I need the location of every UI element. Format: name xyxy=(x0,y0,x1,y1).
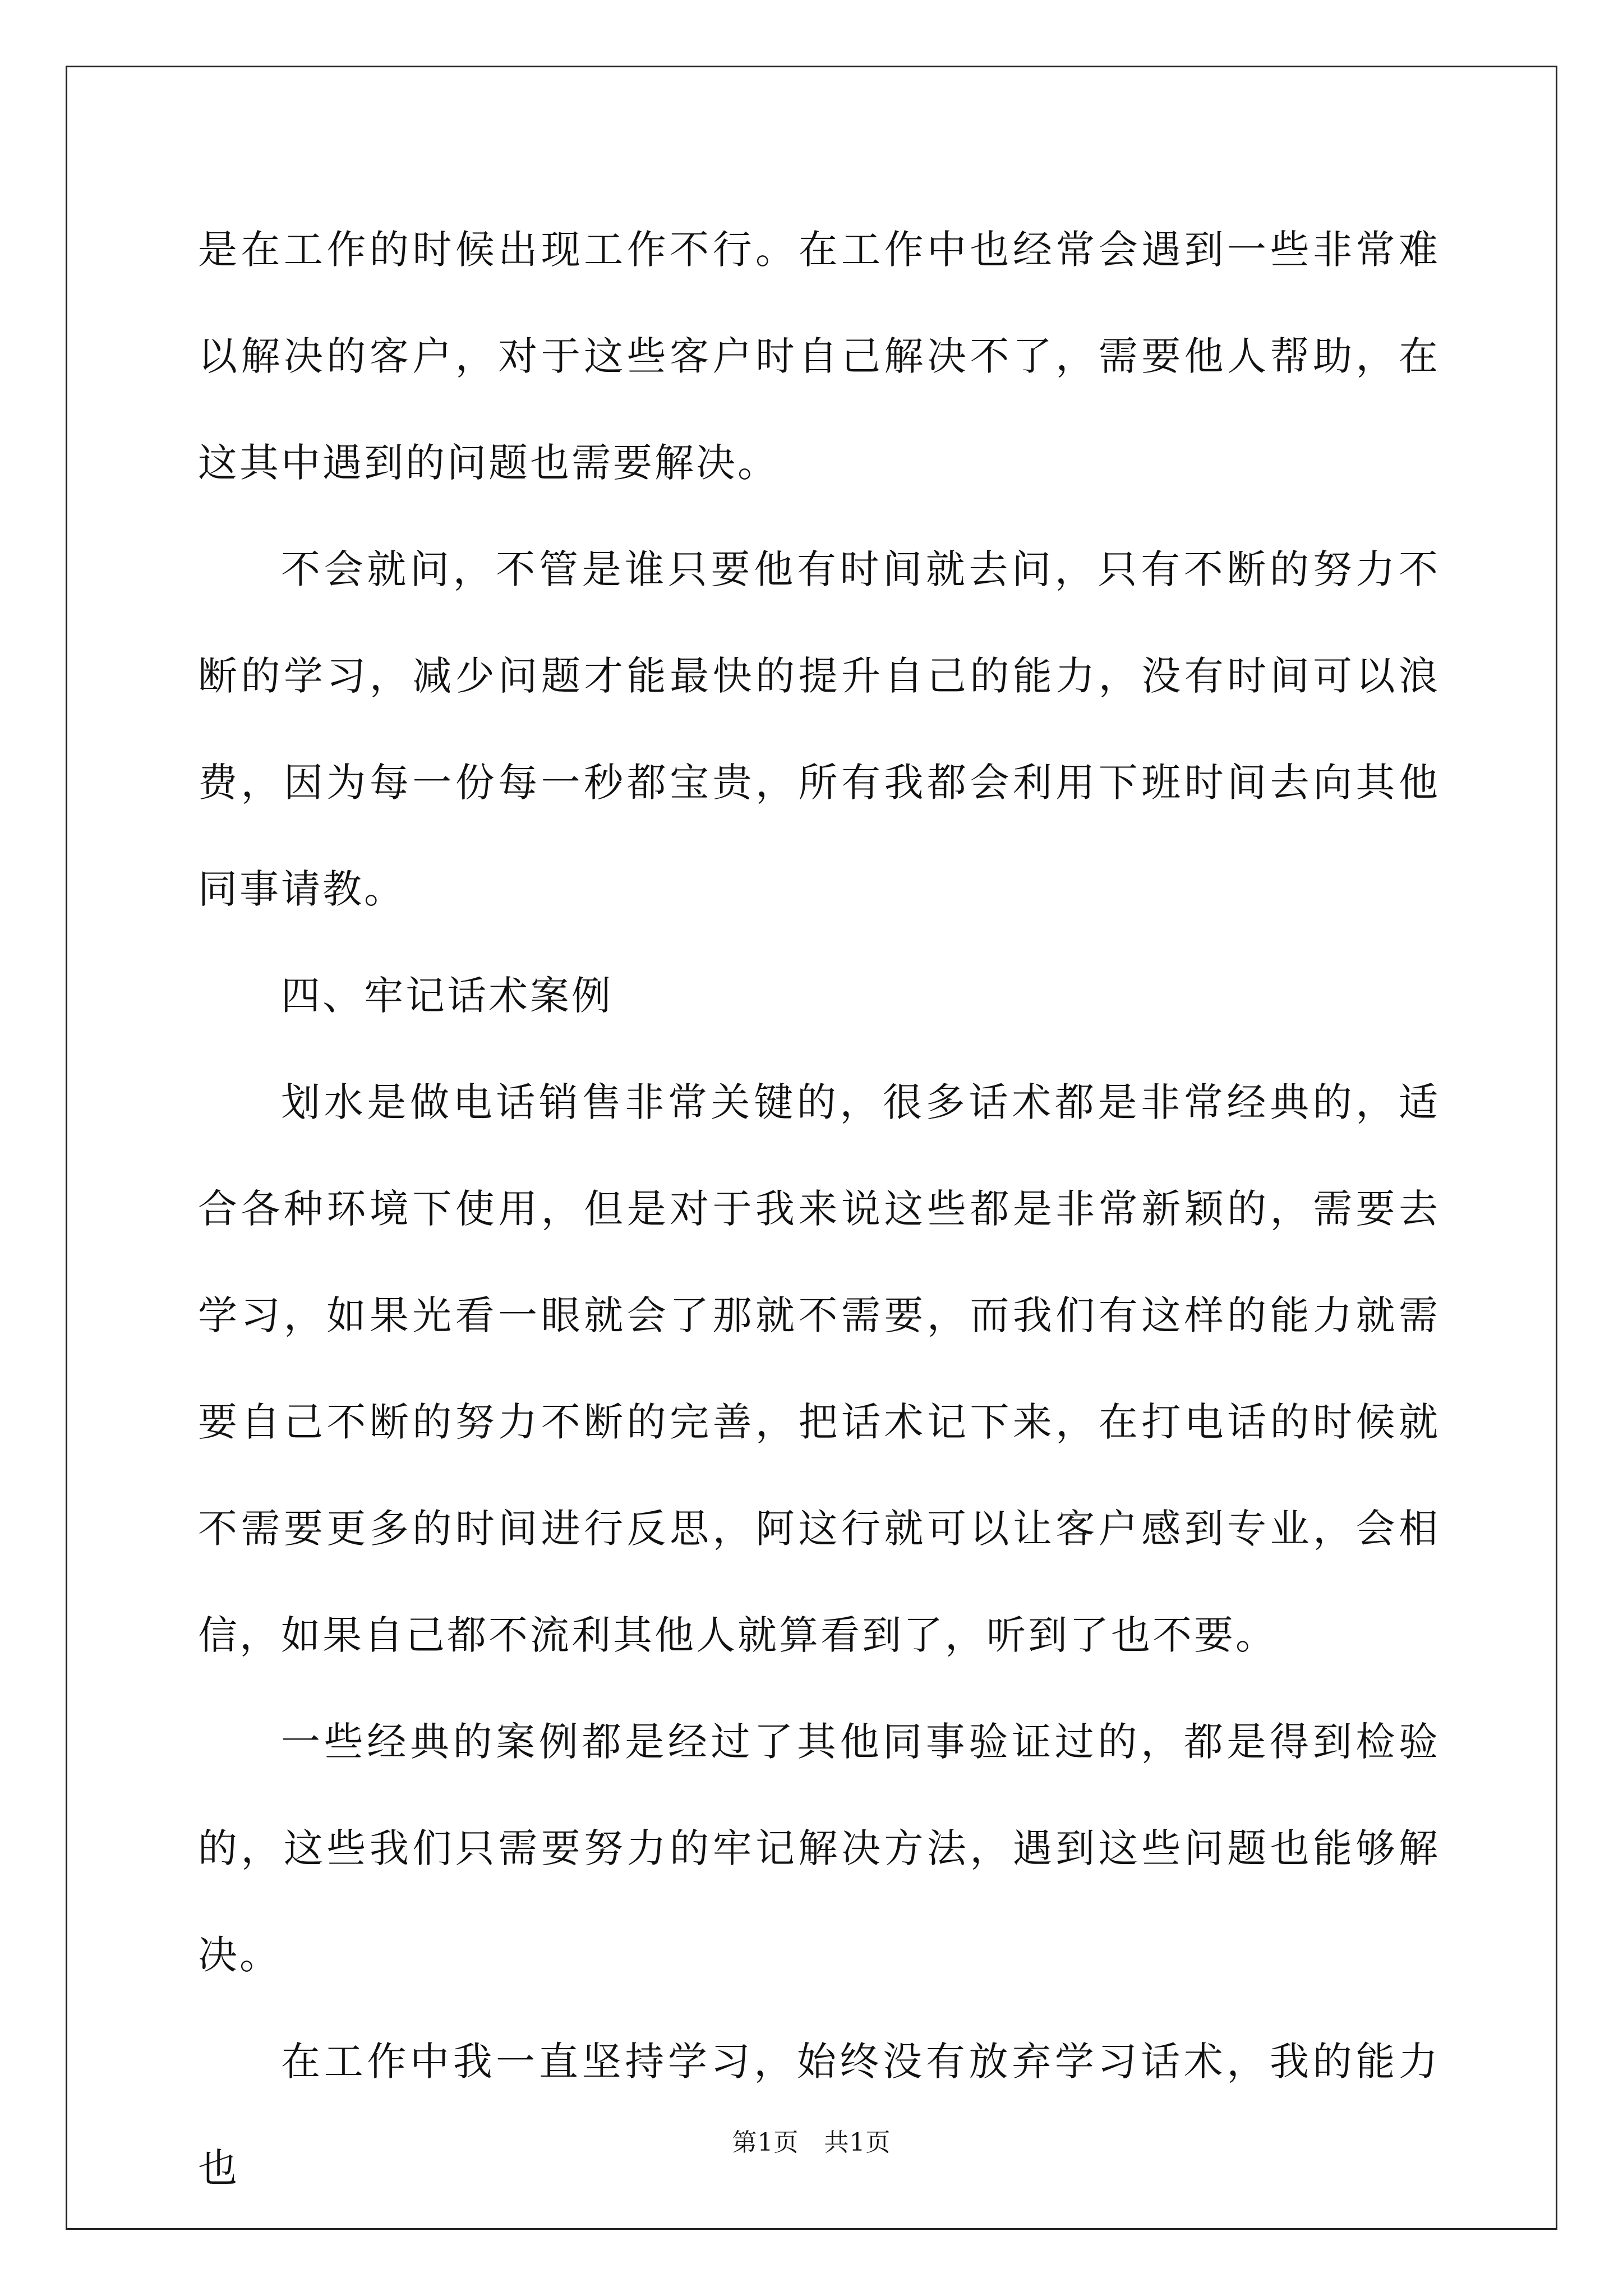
section-heading: 四、牢记话术案例 xyxy=(281,973,613,1019)
paragraph-1: 是在工作的时候出现工作不行。在工作中也经常会遇到一些非常难以解决的客户，对于这些客户时自己解决不了，需要他人帮助，在这其中遇到的问题也需要解决。 xyxy=(198,227,1440,486)
paragraph-3: 划水是做电话销售非常关键的，很多话术都是非常经典的，适合各种环境下使用，但是对于我来说这些都是非常新颖的，需要去学习，如果光看一眼就会了那就不需要，而我们有这样的能力就需要自己不断的努力不断的完善，把话术记下来，在打电话的时候就不需要更多的时间进行反思，阿这行就可以让客户感到专业，会相信，如果自己都不流利其他人就算看到了，听到了也不要。 xyxy=(198,1079,1440,1658)
page-number-footer: 第1页 共1页 xyxy=(732,2128,891,2157)
document-body xyxy=(198,196,1440,2221)
paragraph-4: 一些经典的案例都是经过了其他同事验证过的，都是得到检验的，这些我们只需要努力的牢记解决方法，遇到这些问题也能够解决。 xyxy=(198,1719,1440,1978)
paragraph-5: 在工作中我一直坚持学习，始终没有放弃学习话术，我的能力也 xyxy=(198,2039,1440,2191)
paragraph-2: 不会就问，不管是谁只要他有时间就去问，只有不断的努力不断的学习，减少问题才能最快的提升自己的能力，没有时间可以浪费，因为每一份每一秒都宝贵，所有我都会利用下班时间去向其他同事请教。 xyxy=(198,546,1440,912)
